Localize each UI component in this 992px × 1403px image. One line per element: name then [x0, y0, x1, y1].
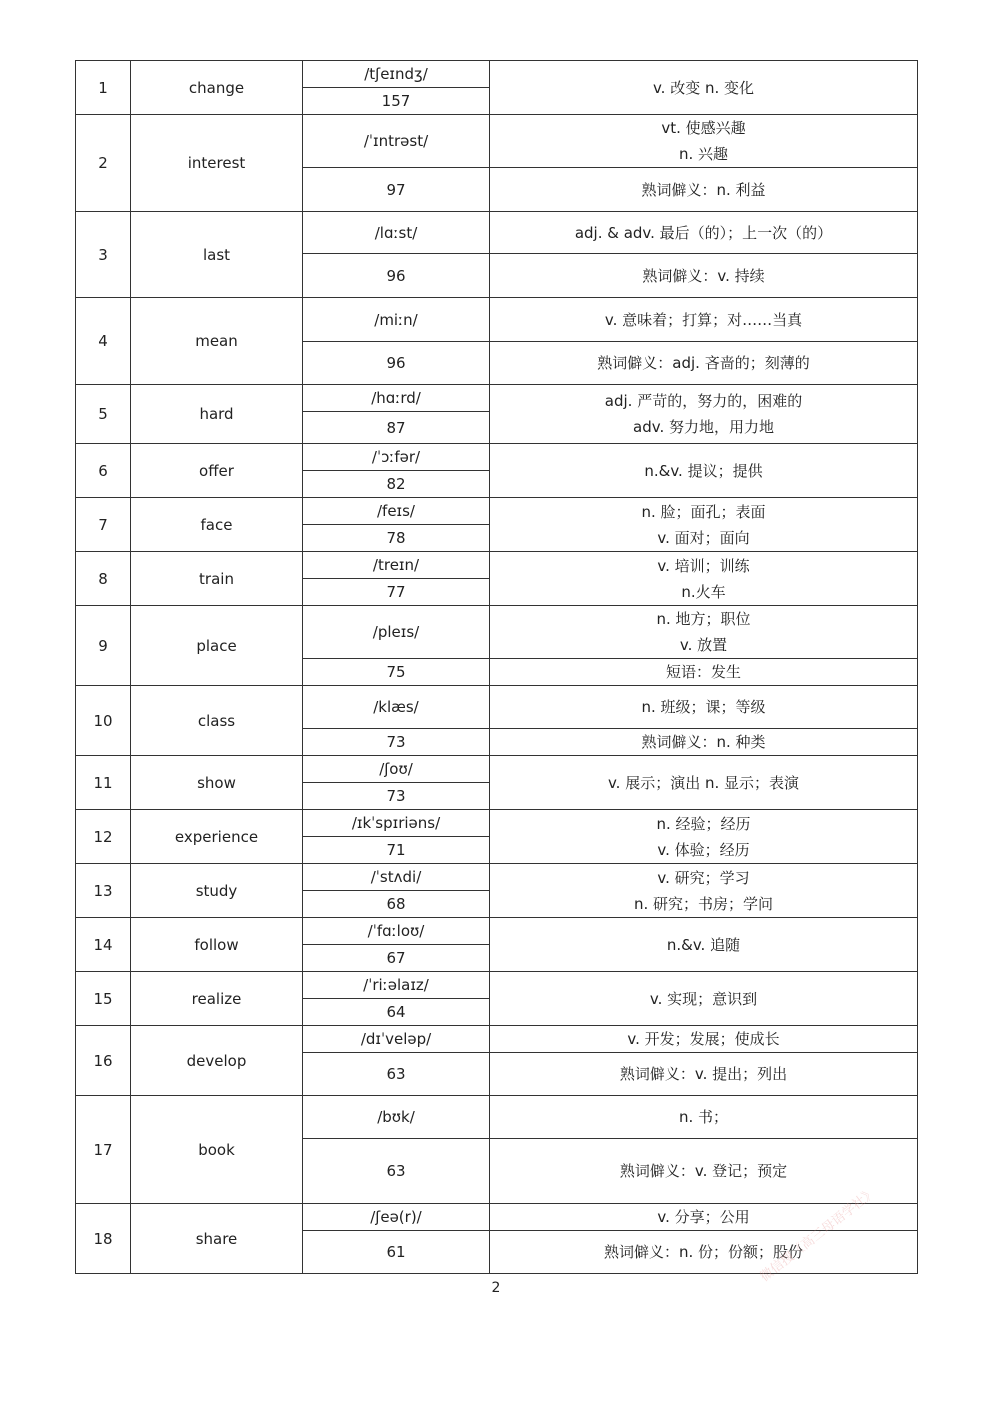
table-row	[76, 756, 918, 783]
table-row	[76, 1204, 918, 1231]
entry-word: study	[131, 864, 303, 918]
entry-word: face	[131, 498, 303, 552]
entry-number: 13	[76, 864, 131, 918]
entry-number: 4	[76, 298, 131, 385]
entry-word: mean	[131, 298, 303, 385]
entry-phonetic: /miːn/	[303, 298, 490, 342]
entry-definition	[490, 1026, 918, 1053]
entry-word: interest	[131, 115, 303, 212]
entry-phonetic: /feɪs/	[303, 498, 490, 525]
entry-word: develop	[131, 1026, 303, 1096]
entry-word: show	[131, 756, 303, 810]
entry-word: share	[131, 1204, 303, 1274]
extra-meaning-line: 熟词僻义：n. 份；份额；股份	[603, 1243, 804, 1261]
definition-line: v. 改变 n. 变化	[652, 78, 755, 97]
entry-word: offer	[131, 444, 303, 498]
entry-extra-meaning	[490, 168, 918, 212]
definition-line: v. 体验；经历	[657, 840, 750, 859]
extra-meaning-line: 熟词僻义：n. 利益	[641, 180, 766, 199]
entry-frequency: 97	[303, 168, 490, 212]
definition-line: vt. 使感兴趣	[661, 119, 746, 137]
table-row	[76, 918, 918, 945]
extra-meaning-line: 熟词僻义：v. 登记；预定	[619, 1162, 788, 1180]
entry-word: hard	[131, 385, 303, 444]
entry-number: 11	[76, 756, 131, 810]
entry-frequency: 78	[303, 525, 490, 552]
definition-line: v. 意味着；打算；对……当真	[604, 310, 803, 329]
definition-line: n. 书；	[678, 1108, 729, 1126]
entry-number: 2	[76, 115, 131, 212]
entry-phonetic: /ˈɔːfər/	[303, 444, 490, 471]
entry-definition	[490, 385, 918, 444]
definition-line: v. 研究；学习	[657, 868, 750, 887]
entry-definition	[490, 756, 918, 810]
definition-line: n.&v. 追随	[666, 935, 741, 954]
table-row	[76, 552, 918, 579]
table-row	[76, 212, 918, 254]
entry-word: book	[131, 1096, 303, 1204]
entry-frequency: 77	[303, 579, 490, 606]
extra-meaning-line: 熟词僻义：adj. 吝啬的；刻薄的	[597, 354, 810, 372]
entry-extra-meaning	[490, 729, 918, 756]
watermark: 微信搜《高三母语学社》	[757, 1185, 880, 1285]
extra-meaning-line: 熟词僻义：v. 持续	[642, 266, 765, 285]
entry-frequency: 82	[303, 471, 490, 498]
entry-frequency: 157	[303, 88, 490, 115]
entry-word: place	[131, 606, 303, 686]
definition-line: n.火车	[681, 582, 726, 601]
table-row	[76, 115, 918, 168]
entry-frequency: 75	[303, 659, 490, 686]
entry-definition	[490, 212, 918, 254]
entry-number: 14	[76, 918, 131, 972]
entry-number: 8	[76, 552, 131, 606]
entry-frequency: 96	[303, 342, 490, 385]
definition-line: v. 面对；面向	[657, 528, 750, 547]
entry-number: 1	[76, 61, 131, 115]
entry-definition	[490, 1096, 918, 1139]
entry-frequency: 61	[303, 1231, 490, 1274]
entry-word: train	[131, 552, 303, 606]
entry-frequency: 71	[303, 837, 490, 864]
entry-definition	[490, 444, 918, 498]
entry-definition	[490, 864, 918, 918]
entry-number: 7	[76, 498, 131, 552]
definition-line: n. 班级；课；等级	[641, 698, 766, 716]
entry-definition	[490, 552, 918, 606]
definition-line: n. 研究；书房；学问	[633, 894, 774, 913]
entry-definition	[490, 298, 918, 342]
entry-phonetic: /lɑːst/	[303, 212, 490, 254]
entry-number: 9	[76, 606, 131, 686]
entry-number: 12	[76, 810, 131, 864]
entry-number: 5	[76, 385, 131, 444]
table-row	[76, 61, 918, 88]
definition-line: v. 放置	[679, 636, 728, 654]
definition-line: v. 展示；演出 n. 显示；表演	[607, 773, 800, 792]
extra-meaning-line: 短语：发生	[665, 663, 741, 681]
entry-definition	[490, 606, 918, 659]
table-row	[76, 864, 918, 891]
definition-line: v. 分享；公用	[657, 1208, 750, 1226]
entry-phonetic: /ˈfɑːloʊ/	[303, 918, 490, 945]
definition-line: v. 开发；发展；使成长	[627, 1030, 780, 1048]
table-row	[76, 298, 918, 342]
table-row	[76, 810, 918, 837]
definition-line: adj. 严苛的，努力的，困难的	[604, 392, 803, 410]
entry-definition	[490, 498, 918, 552]
entry-number: 6	[76, 444, 131, 498]
definition-line: n. 脸；面孔；表面	[641, 502, 766, 521]
definition-line: v. 实现；意识到	[649, 989, 758, 1008]
entry-definition	[490, 918, 918, 972]
definition-line: n.&v. 提议；提供	[644, 461, 763, 480]
vocabulary-table	[75, 60, 918, 1274]
entry-phonetic: /ˈstʌdi/	[303, 864, 490, 891]
entry-frequency: 73	[303, 783, 490, 810]
entry-extra-meaning	[490, 254, 918, 298]
entry-phonetic: /ʃoʊ/	[303, 756, 490, 783]
entry-phonetic: /treɪn/	[303, 552, 490, 579]
definition-line: n. 兴趣	[678, 145, 729, 163]
entry-word: class	[131, 686, 303, 756]
entry-extra-meaning	[490, 1231, 918, 1274]
entry-definition	[490, 972, 918, 1026]
table-row	[76, 1026, 918, 1053]
entry-phonetic: /dɪˈveləp/	[303, 1026, 490, 1053]
entry-number: 15	[76, 972, 131, 1026]
table-row	[76, 686, 918, 729]
entry-word: experience	[131, 810, 303, 864]
entry-word: change	[131, 61, 303, 115]
entry-frequency: 68	[303, 891, 490, 918]
definition-line: n. 经验；经历	[656, 814, 751, 833]
entry-phonetic: /tʃeɪndʒ/	[303, 61, 490, 88]
entry-frequency: 67	[303, 945, 490, 972]
definition-line: adj. & adv. 最后（的）；上一次（的）	[574, 223, 833, 242]
entry-phonetic: /ɪkˈspɪriəns/	[303, 810, 490, 837]
entry-definition	[490, 61, 918, 115]
entry-definition	[490, 686, 918, 729]
entry-extra-meaning	[490, 659, 918, 686]
entry-word: realize	[131, 972, 303, 1026]
definition-line: v. 培训；训练	[657, 556, 750, 575]
entry-number: 16	[76, 1026, 131, 1096]
definition-line: n. 地方；职位	[656, 610, 751, 628]
table-row	[76, 498, 918, 525]
entry-phonetic: /klæs/	[303, 686, 490, 729]
table-row	[76, 385, 918, 412]
entry-phonetic: /ˈɪntrəst/	[303, 115, 490, 168]
vocabulary-table-body	[76, 61, 918, 1274]
entry-frequency: 63	[303, 1139, 490, 1204]
entry-phonetic: /bʊk/	[303, 1096, 490, 1139]
entry-extra-meaning	[490, 1053, 918, 1096]
extra-meaning-line: 熟词僻义：v. 提出；列出	[619, 1065, 788, 1083]
entry-extra-meaning	[490, 342, 918, 385]
entry-frequency: 63	[303, 1053, 490, 1096]
definition-line: adv. 努力地，用力地	[633, 418, 774, 436]
entry-number: 17	[76, 1096, 131, 1204]
table-row	[76, 444, 918, 471]
table-row	[76, 606, 918, 659]
entry-phonetic: /pleɪs/	[303, 606, 490, 659]
entry-number: 10	[76, 686, 131, 756]
entry-phonetic: /ʃeə(r)/	[303, 1204, 490, 1231]
entry-phonetic: /ˈriːəlaɪz/	[303, 972, 490, 999]
table-row	[76, 972, 918, 999]
entry-frequency: 96	[303, 254, 490, 298]
entry-word: last	[131, 212, 303, 298]
entry-frequency: 73	[303, 729, 490, 756]
entry-definition	[490, 810, 918, 864]
entry-phonetic: /hɑːrd/	[303, 385, 490, 412]
extra-meaning-line: 熟词僻义：n. 种类	[641, 733, 766, 751]
page-number: 2	[491, 1280, 501, 1296]
entry-number: 3	[76, 212, 131, 298]
entry-word: follow	[131, 918, 303, 972]
entry-frequency: 64	[303, 999, 490, 1026]
entry-frequency: 87	[303, 412, 490, 444]
table-row	[76, 1096, 918, 1139]
entry-number: 18	[76, 1204, 131, 1274]
entry-definition	[490, 115, 918, 168]
